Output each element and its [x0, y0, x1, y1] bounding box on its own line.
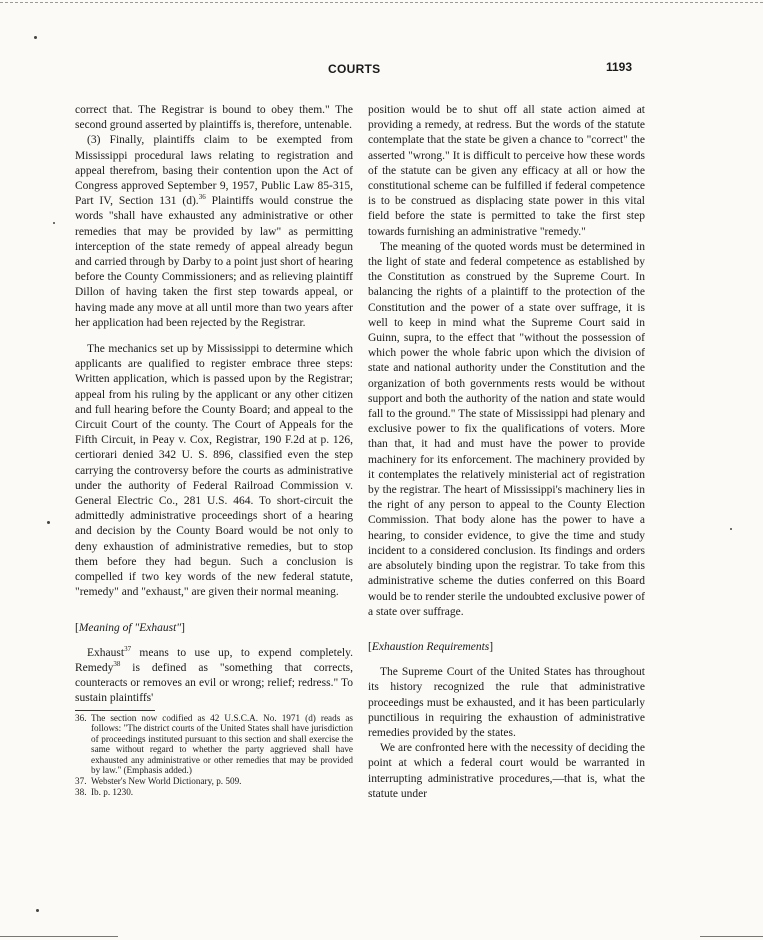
paragraph: position would be to shut off all state action aimed at providing a remedy, at redress. But the words of the statute contemplate that the state be given a chance to "correct" the asserted "wrong." It is difficult to perceive how these words of the statute can be given any efficacy at all or how the constitutional scheme can be fulfilled if federal competence is to be construed as displacing state power in this vital field before the state is permitted to take the first step towards furnishing an administrative "remedy." [368, 104, 645, 238]
paragraph: Exhaust$^{37}$ means to use up, to expend completely. Remedy$^{38}$ is defined as "something that corrects, counteracts or removes an evil or wrong; relief; redress." To sustain plaintiffs' [75, 644, 353, 705]
footnote: 36. The section now codified as 42 U.S.C.A. No. 1971 (d) reads as follows: "The district courts of the United States shall have jurisdiction of proceedings instituted pursuant to this section and shall exercise the same without regard to whether the party aggrieved shall have exhausted any administrative or other remedies that may be provided by law." (Emphasis added.) [75, 712, 353, 776]
page-number: 1193 [606, 60, 633, 74]
footnote: 38. Ib. p. 1230. [75, 786, 134, 797]
right-column [368, 103, 645, 802]
scan-speck [36, 909, 39, 912]
scan-speck [47, 521, 50, 524]
paragraph: The Supreme Court of the United States has throughout its history recognized the rule that administrative proceedings must be exhausted, and it has been particularly punctilious in requiring the exhaustion of administrative remedies provided by the states. [368, 666, 645, 739]
scan-speck [53, 222, 55, 224]
scan-speck [34, 36, 37, 39]
paragraph: We are confronted here with the necessity of deciding the point at which a federal court would be warranted in interrupting administrative procedures,—that is, what the statute under [368, 742, 645, 800]
footnote-ref: 38 [113, 660, 121, 669]
scan-speck [730, 528, 732, 530]
section-heading: [Meaning of "Exhaust"] [75, 621, 185, 634]
footnote-ref: 36 [198, 193, 206, 202]
scan-bottom-line [0, 936, 118, 937]
page-top-edge [0, 2, 763, 3]
footnote: 37. Webster's New World Dictionary, p. 509. [75, 776, 242, 787]
paragraph: correct that. The Registrar is bound to obey them." The second ground asserted by plaintiffs is, therefore, untenable. [75, 104, 353, 132]
section-heading: [Exhaustion Requirements] [368, 640, 494, 653]
left-column [75, 103, 353, 797]
running-head: COURTS [328, 62, 381, 76]
footnote-ref: 37 [124, 644, 132, 653]
paragraph: (3) Finally, plaintiffs claim to be exempted from Mississippi procedural laws relating to registration and appeal therefrom, basing their contention upon the Act of Congress approved September 9, 1957, Public Law 85-315, Part IV, Section 131 (d).$^{36}$ Plaintiffs would construe the words "shall have exhausted any administrative or other remedies that may be provided by law" as permitting interception of the state remedy of appeal already begun and carried through by Darby to a point just short of hearing before the County Commissioners; and as relieving plaintiff Dillon of having taken the first step towards appeal, or having made any move at all until more than two years after her application had been rejected by the Registrar. [75, 134, 353, 329]
paragraph: The meaning of the quoted words must be determined in the light of state and federal competence as established by the Constitution as construed by the Supreme Court. In balancing the rights of a plaintiff to the protection of the Constitution and the power of a state over suffrage, it is well to keep in mind what the Supreme Court said in Guinn, supra, to the effect that "without the possession of which power the whole fabric upon which the division of state and national authority under the Constitution and the organization of both governments rests would be without support and both the authority of the nation and state would fall to the ground." The state of Mississippi had plenary and exclusive power to fix the qualifications of voters. More than that, it had and must have the power to provide machinery for its enforcement. The machinery provided by it contemplates the relatively ministerial act of registration by the registrar. The heart of Mississippi's machinery lies in the right of any person to appeal to the County Election Commission. That body alone has the power to have a hearing, to consider evidence, to give the time and study incident to a considered conclusion. Its findings and orders are absolutely binding upon the registrar. To take from this administrative scheme the duties conferred on this Board would be to render sterile the undoubted exclusive power of a state over suffrage. [368, 240, 645, 618]
scan-bottom-line [700, 936, 763, 937]
paragraph: The mechanics set up by Mississippi to determine which applicants are qualified to register embrace three steps: Written application, which is passed upon by the Registrar; appeal from his ruling by the applicant or any other citizen and full hearing before the County Board; and appeal to the Circuit Court of the county. The Court of Appeals for the Fifth Circuit, in Peay v. Cox, Registrar, 190 F.2d at p. 126, certiorari denied 342 U. S. 896, classified even the step carrying the controversy before the courts as administrative under the authority of Federal Railroad Commission v. General Electric Co., 281 U.S. 464. To short-circuit the admittedly administrative proceedings short of a hearing and decision by the County Board would be not only to deny exhaustion of administrative remedies, but to stop them before they had begun. Such a conclusion is compelled if two key words of the new federal statute, "remedy" and "exhaust," are given their normal meaning. [75, 343, 353, 599]
footnotes [75, 713, 353, 798]
footnote-divider [75, 710, 155, 711]
